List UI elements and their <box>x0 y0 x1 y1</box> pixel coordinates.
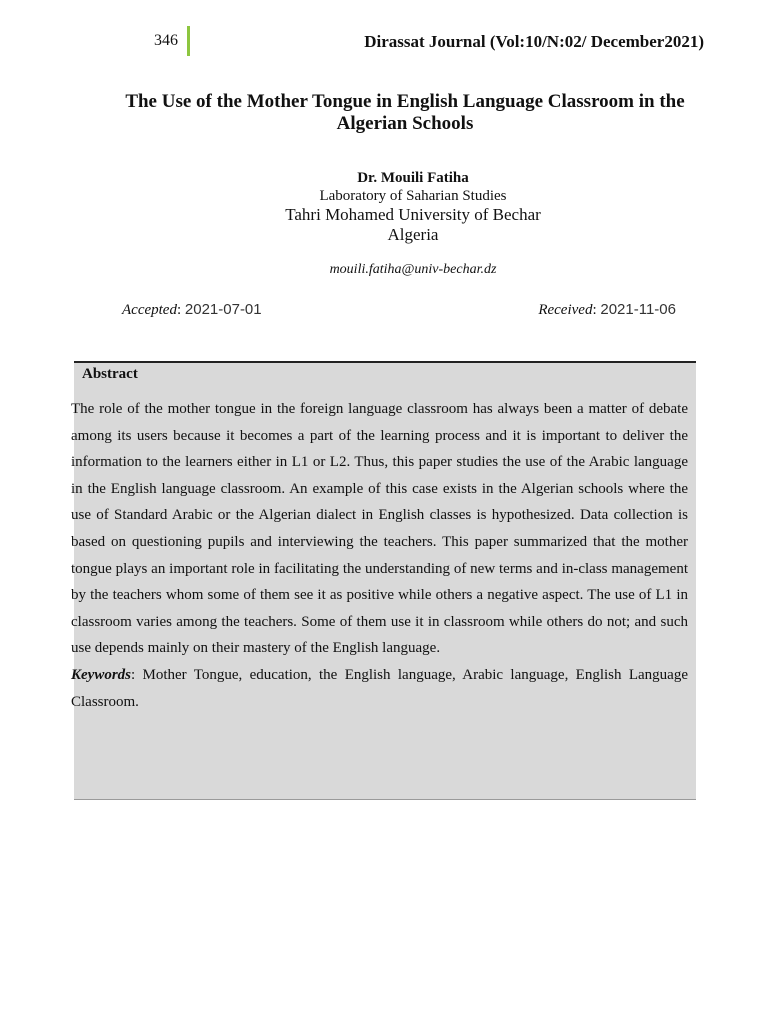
accepted-date: Accepted: 2021-07-01 <box>122 301 262 318</box>
author-country: Algeria <box>387 225 439 244</box>
keywords-list: Mother Tongue, education, the English language, Arabic language, English Language Classroom. <box>71 666 688 710</box>
abstract-heading: Abstract <box>82 366 138 382</box>
received-date: Received: 2021-11-06 <box>538 301 676 318</box>
author-laboratory: Laboratory of Saharian Studies <box>319 188 507 204</box>
journal-title: Dirassat Journal (Vol:10/N:02/ December2021) <box>364 32 704 51</box>
author-university: Tahri Mohamed University of Bechar <box>285 205 541 224</box>
abstract-box <box>71 361 696 800</box>
abstract-body: The role of the mother tongue in the foreign language classroom has always been a matter of debate among its users because it becomes a part of the learning process and it is important to deliver the information to the learners either in L1 or L2. Thus, this paper studies the use of the Arabic language in the English language classroom. An example of this case exists in the Algerian schools where the use of Standard Arabic or the Algerian dialect in English classes is hypothesized. Data collection is based on questioning pupils and interviewing the teachers. This paper summarized that the mother tongue plays an important role in facilitating the understanding of new terms and in-class management by the teachers whom some of them see it as positive while others a negative aspect. The use of L1 in classroom varies among the teachers. Some of them use it in classroom while others do not; and such use depends mainly on their mastery of the English language. <box>71 401 688 657</box>
keywords-label: Keywords <box>71 666 131 683</box>
accepted-value: 2021-07-01 <box>184 301 262 318</box>
author-email[interactable]: mouili.fatiha@univ-bechar.dz <box>329 262 497 277</box>
paper-title: The Use of the Mother Tongue in English Language Classroom in the Algerian Schools <box>125 91 685 134</box>
accepted-label: Accepted <box>122 302 177 318</box>
author-block <box>213 169 613 279</box>
abstract-text: The role of the mother tongue in the foreign language classroom has always been a matter of debate among its users because it becomes a part of the learning process and it is important to deliver the information to the learners either in L1 or L2. Thus, this paper studies the use of the Arabic language in the English language classroom. An example of this case exists in the Algerian schools where the use of Standard Arabic or the Algerian dialect in English classes is hypothesized. Data collection is based on questioning pupils and interviewing the teachers. This paper summarized that the mother tongue plays an important role in facilitating the understanding of new terms and in-class management by the teachers whom some of them see it as positive while others a negative aspect. The use of L1 in classroom varies among the teachers. Some of them use it in classroom while others do not; and such use depends mainly on their mastery of the English language. Keywords: Mother Tongue, education, the English language, Arabic language, English Language Classroom. <box>71 401 688 710</box>
received-value: 2021-11-06 <box>600 301 676 318</box>
header-accent-bar <box>187 26 190 56</box>
received-label: Received <box>538 302 593 318</box>
author-name: Dr. Mouili Fatiha <box>357 170 469 186</box>
page-number: 346 <box>154 32 178 49</box>
